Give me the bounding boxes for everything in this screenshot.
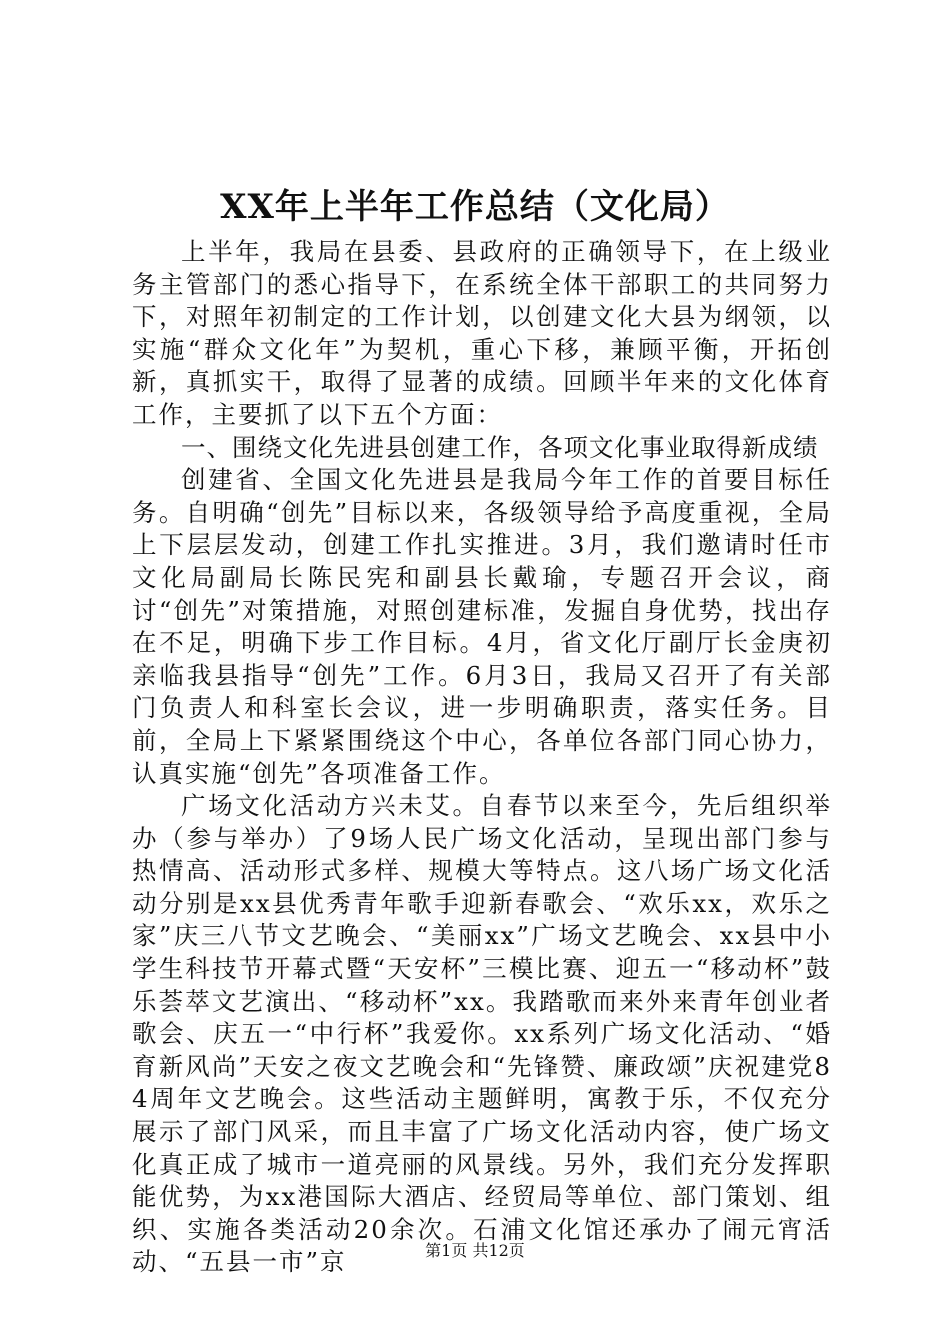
section-heading: 一、围绕文化先进县创建工作，各项文化事业取得新成绩	[181, 432, 819, 462]
document-body	[132, 236, 832, 1279]
body-paragraph: 广场文化活动方兴未艾。自春节以来至今，先后组织举办（参与举办）了9场人民广场文化活动，呈现出部门参与热情高、活动形式多样、规模大等特点。这八场广场文化活动分别是xx县优秀青年歌手迎新春歌会、“欢乐xx，欢乐之家”庆三八节文艺晚会、“美丽xx”广场文艺晚会、xx县中小学生科技节开幕式暨“天安杯”三模比赛、迎五一“移动杯”鼓乐荟萃文艺演出、“移动杯”xx。我踏歌而来外来青年创业者歌会、庆五一“中行杯”我爱你。xx系列广场文化活动、“婚育新风尚”天安之夜文艺晚会和“先锋赞、廉政颂”庆祝建党84周年文艺晚会。这些活动主题鲜明，寓教于乐，不仅充分展示了部门风采，而且丰富了广场文化活动内容，使广场文化真正成了城市一道亮丽的风景线。另外，我们充分发挥职能优势，为xx港国际大酒店、经贸局等单位、部门策划、组织、实施各类活动20余次。石浦文化馆还承办了闹元宵活动、“五县一市”京	[132, 791, 832, 1277]
page-number-footer: 第1页 共12页	[425, 1241, 525, 1260]
intro-paragraph: 上半年，我局在县委、县政府的正确领导下，在上级业务主管部门的悉心指导下，在系统全体干部职工的共同努力下，对照年初制定的工作计划，以创建文化大县为纲领，以实施“群众文化年”为契机，重心下移，兼顾平衡，开拓创新，真抓实干，取得了显著的成绩。回顾半年来的文化体育工作，主要抓了以下五个方面：	[132, 237, 832, 429]
document-title: XX年上半年工作总结（文化局）	[220, 187, 730, 227]
body-paragraph: 创建省、全国文化先进县是我局今年工作的首要目标任务。自明确“创先”目标以来，各级领导给予高度重视，全局上下层层发动，创建工作扎实推进。3月，我们邀请时任市文化局副局长陈民宪和副县长戴瑜，专题召开会议，商讨“创先”对策措施，对照创建标准，发掘自身优势，找出存在不足，明确下步工作目标。4月，省文化厅副厅长金庚初亲临我县指导“创先”工作。6月3日，我局又召开了有关部门负责人和科室长会议，进一步明确职责，落实任务。目前，全局上下紧紧围绕这个中心，各单位各部门同心协力，认真实施“创先”各项准备工作。	[132, 465, 832, 788]
